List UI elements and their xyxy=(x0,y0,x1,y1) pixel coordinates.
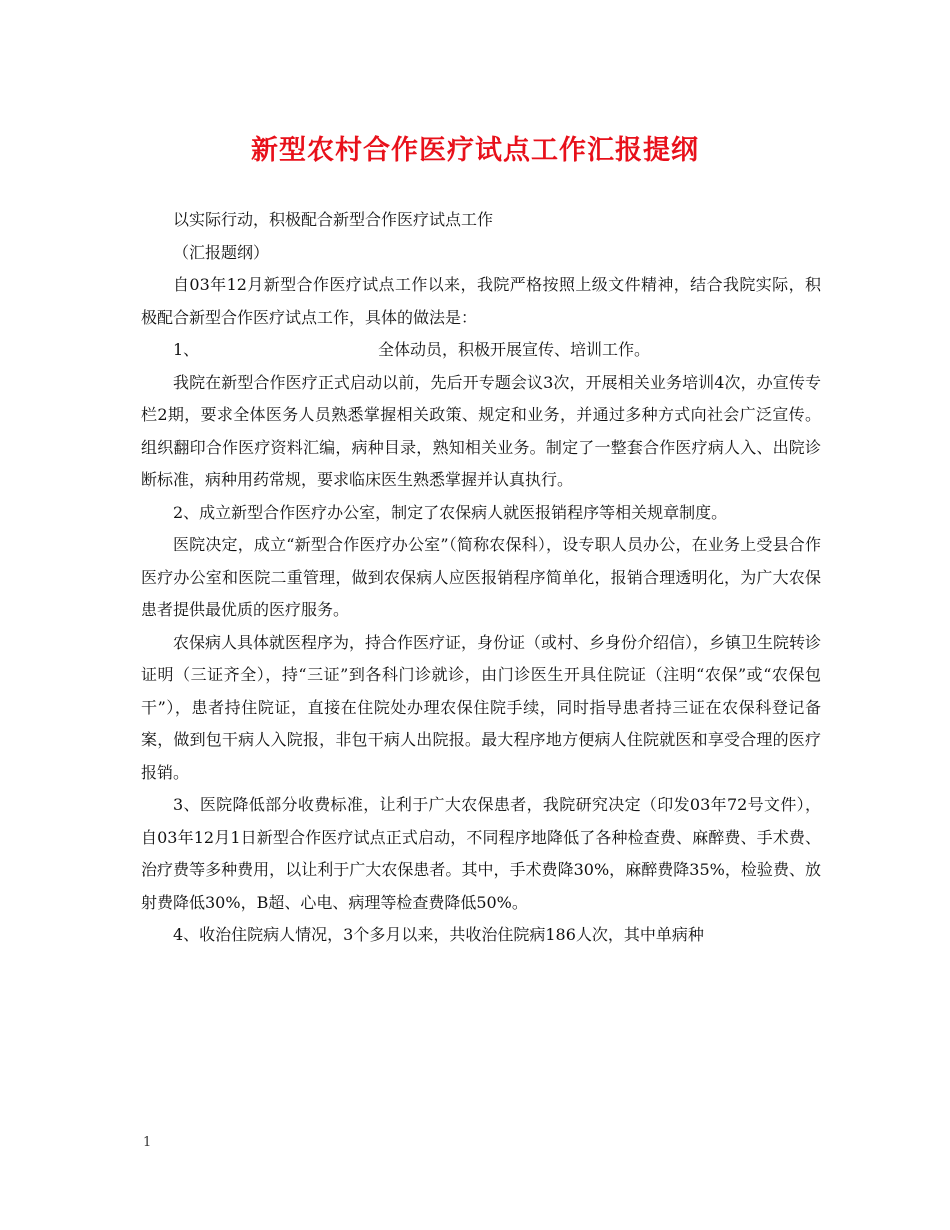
section-3-paragraph: 3、医院降低部分收费标准，让利于广大农保患者，我院研究决定（印发03年72号文件），自03年12月1日新型合作医疗试点正式启动，不同程序地降低了各种检查费、麻醉费、手术费、治疗费等多种费用，以让利于广大农保患者。其中，手术费降30%，麻醉费降35%，检验费、放射费降低30%，B超、心电、病理等检查费降低50%。 xyxy=(141,795,821,912)
section-number-1: 1、 xyxy=(173,340,200,359)
section-heading-1-text: 全体动员，积极开展宣传、培训工作。 xyxy=(378,340,651,359)
page-number: 1 xyxy=(143,1135,152,1150)
subtitle-paragraph: 以实际行动，积极配合新型合作医疗试点工作 xyxy=(173,210,494,229)
section-2-paragraph-2: 农保病人具体就医程序为，持合作医疗证，身份证（或村、乡身份介绍信），乡镇卫生院转诊证明（三证齐全），持“三证”到各科门诊就诊，由门诊医生开具住院证（注明“农保”或“农保包干”），患者持住院证，直接在住院处办理农保住院手续，同时指导患者持三证在农保科登记备案，做到包干病人入院报，非包干病人出院报。最大程序地方便病人住院就医和享受合理的医疗报销。 xyxy=(141,632,822,782)
section-2-paragraph-1: 医院决定，成立“新型合作医疗办公室”（简称农保科），设专职人员办公，在业务上受县合作医疗办公室和医院二重管理，做到农保病人应医报销程序简单化，报销合理透明化，为广大农保患者提供最优质的医疗服务。 xyxy=(141,535,821,619)
section-heading-1 xyxy=(141,334,821,367)
section-4-paragraph: 4、收治住院病人情况，3个多月以来，共收治住院病186人次，其中单病种 xyxy=(173,925,704,944)
outline-label-paragraph: （汇报题纲） xyxy=(173,242,270,262)
document-body xyxy=(141,204,821,952)
intro-paragraph: 自03年12月新型合作医疗试点工作以来，我院严格按照上级文件精神，结合我院实际，积极配合新型合作医疗试点工作，具体的做法是： xyxy=(141,275,821,327)
document-title: 新型农村合作医疗试点工作汇报提纲 xyxy=(251,135,699,166)
section-1-paragraph: 我院在新型合作医疗正式启动以前，先后开专题会议3次，开展相关业务培训4次，办宣传专栏2期，要求全体医务人员熟悉掌握相关政策、规定和业务，并通过多种方式向社会广泛宣传。组织翻印合作医疗资料汇编，病种目录，熟知相关业务。制定了一整套合作医疗病人入、出院诊断标准，病种用药常规，要求临床医生熟悉掌握并认真执行。 xyxy=(141,372,821,489)
section-heading-2: 2、成立新型合作医疗办公室，制定了农保病人就医报销程序等相关规章制度。 xyxy=(173,502,728,522)
